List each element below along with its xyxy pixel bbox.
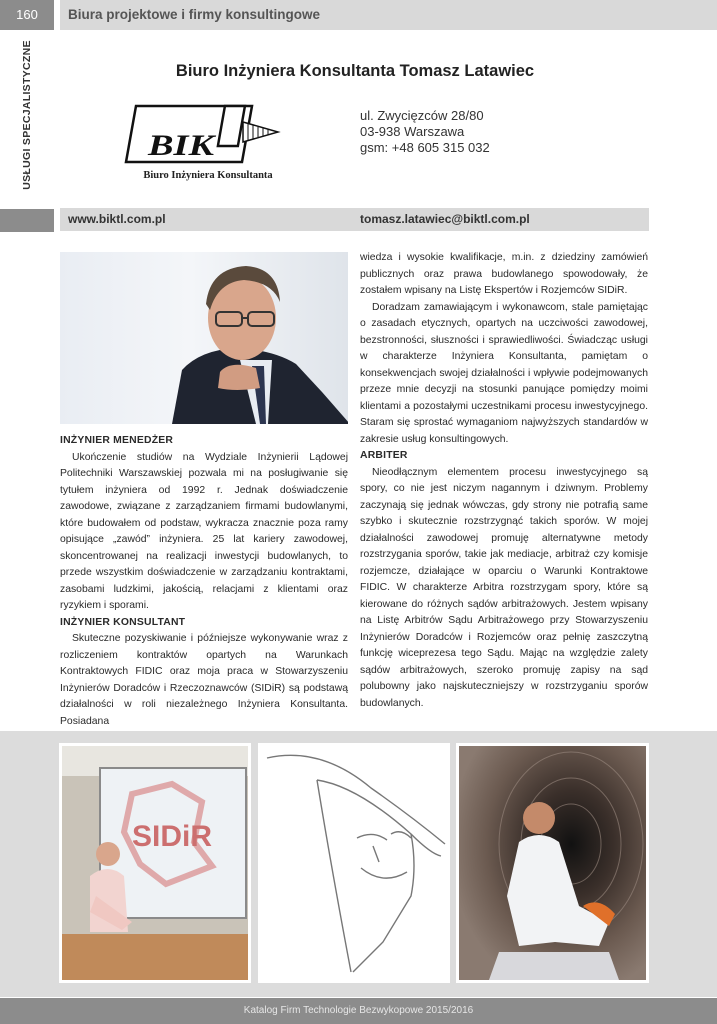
heading-arbiter: ARBITER — [360, 450, 408, 461]
address-street: ul. Zwycięzców 28/80 — [360, 108, 484, 123]
address-city: 03-938 Warszawa — [360, 124, 465, 139]
address-block — [360, 108, 490, 156]
screen-text: SIDiR — [131, 820, 213, 853]
logo-caption: Biuro Inżyniera Konsultanta — [143, 170, 273, 181]
side-label: USŁUGI SPECJALISTYCZNE — [21, 40, 33, 190]
heading-engineer-manager: INŻYNIER MENEDŻER — [60, 435, 174, 446]
footer: Katalog Firm Technologie Bezwykopowe 2015/2016 — [0, 998, 717, 1024]
logo-letters: BIK — [146, 129, 217, 162]
company-name: Biuro Inżyniera Konsultanta Tomasz Latawiec — [175, 62, 535, 80]
address-phone: gsm: +48 605 315 032 — [360, 140, 490, 155]
email-link[interactable]: tomasz.latawiec@biktl.com.pl — [360, 212, 530, 226]
portrait-photo — [60, 252, 348, 424]
photo-tunnel — [456, 743, 649, 983]
section-title: Biura projektowe i firmy konsultingowe — [68, 7, 321, 22]
article-column-left — [60, 433, 348, 730]
paragraph: Nieodłącznym elementem procesu inwestycyjnego są spory, co nie jest niczym nagannym i dziwnym. Problemy zaczynają się jednak wówczas, gdy strony nie potrafią same szybko i skutecznie rozstrzygnąć takich sporów. W mojej działalności zawodowej promuję alternatywne metody rozstrzygania sporów, takie jak mediacje, arbitraż czy komisje rozjemcze, działające w oparciu o Warunki Kontraktowe FIDIC. W charakterze Arbitra rozstrzygam spory, które są kierowane do różnych sądów arbitrażowych. Jestem wpisany na Listę Arbitrów Sądu Arbitrażowego przy Stowarzyszeniu Inżynierów Doradców i Rozjemców oraz pełnię zaszczytną funkcję wiceprezesa tego Sądu. Mając na względzie zalety sądów arbitrażowych, szeroko promuję zapisy na sąd polubowny jako najskuteczniejszy w rozstrzyganiu sporów budowlanych. — [360, 466, 648, 709]
photo-sketch — [258, 743, 450, 983]
paragraph-continued: wiedza i wysokie kwalifikacje, m.in. z dziedziny zamówień publicznych oraz prawa budowlanego spowodowały, że zostałem wpisany na Listę Ekspertów i Rozjemców SIDiR. — [360, 252, 648, 296]
side-bar — [0, 209, 54, 232]
photo-presentation — [59, 743, 251, 983]
website-link[interactable]: www.biktl.com.pl — [68, 212, 166, 226]
heading-engineer-consultant: INŻYNIER KONSULTANT — [60, 616, 186, 628]
article-column-right — [360, 250, 648, 712]
paragraph: Skuteczne pozyskiwanie i późniejsze wykonywanie wraz z rozliczeniem kontraktów opartych na Warunkach Kontraktowych FIDIC oraz moja praca w Stowarzyszeniu Inżynierów Doradców i Rzeczoznawców (SIDiR) są podstawą działalności w roli niezależnego Inżyniera Konsultanta. Posiadana — [60, 633, 348, 727]
paragraph: Doradzam zamawiającym i wykonawcom, stale pamiętając o zasadach etycznych, opartych na uczciwości zawodowej, bezstronności, słuszności i sprawiedliwości. Świadcząc usługi w charakterze Inżyniera Konsultanta, pamiętam o konsekwencjach swojej działalności i wpływie podejmowanych przeze mnie decyzji na stosunki panujące pomiędzy moimi klientami a pozostałymi uczestnikami procesu inwestycyjnego. Staram się sprostać wymaganiom najwyższych standardów w zakresie usług konsultingowych. — [360, 301, 648, 445]
portrait-figure — [60, 252, 348, 424]
paragraph: Ukończenie studiów na Wydziale Inżynierii Lądowej Politechniki Warszawskiej pozwala mi na posługiwanie się tytułem inżyniera od 1992 r. Jednak doświadczenie zawodowe, związane z zarządzaniem firmami budowlanymi, które budowałem od podstaw, wykracza znacznie poza ramy opisujące „zawód” inżyniera. 25 lat kariery zawodowej, skoncentrowanej na realizacji inwestycji budowlanych, to przede wszystkim doświadczenie w zarządzaniu kontraktami, zasobami ludzkimi, jakością, relacjami z klientami oraz ryzykiem i sporami. — [60, 451, 348, 611]
page-number: 160 — [0, 0, 54, 30]
